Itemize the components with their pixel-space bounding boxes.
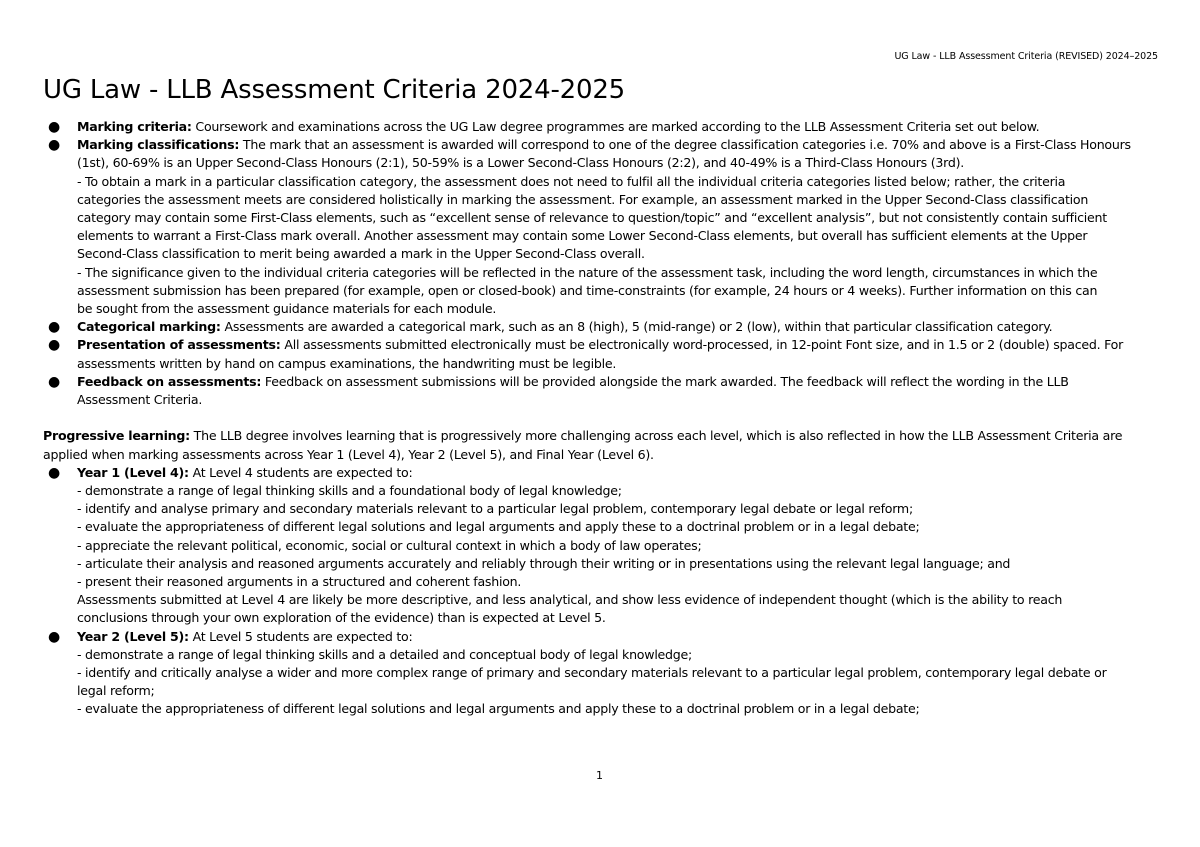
list-item bbox=[43, 628, 1163, 719]
list-item bbox=[43, 464, 1163, 628]
item-line: elements to warrant a First-Class mark overall. Another assessment may contain some Lower Second-Class elements, but overall has sufficient elements at the Upper bbox=[77, 228, 1088, 244]
item-line: be sought from the assessment guidance materials for each module. bbox=[77, 301, 497, 317]
item-first-line bbox=[77, 464, 1163, 482]
criteria-list bbox=[43, 118, 1163, 409]
item-line: Assessment Criteria. bbox=[77, 392, 203, 408]
item-text: At Level 4 students are expected to: bbox=[188, 464, 413, 480]
item-first-line bbox=[77, 336, 1163, 354]
item-first-line bbox=[77, 118, 1163, 136]
bullet-icon: ● bbox=[48, 319, 60, 336]
list-item bbox=[43, 118, 1163, 136]
item-text: Coursework and examinations across the UG Law degree programmes are marked according to the LLB Assessment Criteria set out below. bbox=[191, 119, 1040, 134]
item-line: Assessments submitted at Level 4 are likely be more descriptive, and less analytical, and show less evidence of independent thought (which is the ability to reach bbox=[77, 592, 1063, 608]
item-text: Feedback on assessment submissions will be provided alongside the mark awarded. The feedback will reflect the wording in the LLB bbox=[261, 373, 1069, 389]
item-first-line bbox=[77, 318, 1163, 336]
progressive-line-1 bbox=[43, 427, 1163, 445]
progressive-text: The LLB degree involves learning that is progressively more challenging across each level, which is also reflected in how the LLB Assessment Criteria are bbox=[189, 428, 1123, 444]
item-line: conclusions through your own exploration of the evidence) than is expected at Level 5. bbox=[77, 610, 606, 626]
item-label: Marking criteria: bbox=[77, 119, 192, 134]
levels-list bbox=[43, 464, 1163, 719]
item-line: Second-Class classification to merit being awarded a mark in the Upper Second-Class overall. bbox=[77, 246, 645, 262]
bullet-icon: ● bbox=[48, 137, 60, 154]
item-line: - identify and critically analyse a wider and more complex range of primary and secondary materials relevant to a particular legal problem, contemporary legal debate or bbox=[77, 665, 1107, 681]
item-label: Year 2 (Level 5): bbox=[77, 628, 189, 644]
item-line: - The significance given to the individual criteria categories will be reflected in the nature of the assessment task, including the word length, circumstances in which the bbox=[77, 264, 1098, 280]
item-line: - identify and analyse primary and secondary materials relevant to a particular legal problem, contemporary legal debate or legal reform; bbox=[77, 501, 913, 517]
item-line: - evaluate the appropriateness of different legal solutions and legal arguments and apply these to a doctrinal problem or in a legal debate; bbox=[77, 519, 920, 535]
item-line: - articulate their analysis and reasoned arguments accurately and reliably through their writing or in presentations using the relevant legal language; and bbox=[77, 555, 1011, 571]
item-line: - To obtain a mark in a particular classification category, the assessment does not need to fulfil all the individual criteria categories listed below; rather, the criteria bbox=[77, 173, 1066, 189]
page-title: UG Law - LLB Assessment Criteria 2024-2025 bbox=[43, 75, 626, 105]
item-line: assessments written by hand on campus examinations, the handwriting must be legible. bbox=[77, 355, 617, 371]
item-first-line bbox=[77, 373, 1163, 391]
item-line: legal reform; bbox=[77, 683, 155, 699]
item-text: At Level 5 students are expected to: bbox=[188, 628, 413, 644]
item-first-line bbox=[77, 628, 1163, 646]
list-item bbox=[43, 136, 1163, 318]
item-line: - appreciate the relevant political, economic, social or cultural context in which a body of law operates; bbox=[77, 537, 702, 553]
bullet-icon: ● bbox=[48, 464, 60, 481]
item-line: categories the assessment meets are considered holistically in marking the assessment. For example, an assessment marked in the Upper Second-Class classification bbox=[77, 191, 1089, 207]
progressive-label: Progressive learning: bbox=[43, 428, 190, 444]
progressive-line-2: applied when marking assessments across Year 1 (Level 4), Year 2 (Level 5), and Final Year (Level 6). bbox=[43, 446, 654, 462]
item-label: Year 1 (Level 4): bbox=[77, 464, 189, 480]
page-number: 1 bbox=[596, 769, 603, 782]
item-line: - present their reasoned arguments in a structured and coherent fashion. bbox=[77, 574, 522, 590]
list-item bbox=[43, 336, 1163, 372]
bullet-icon: ● bbox=[48, 373, 60, 390]
item-line: - demonstrate a range of legal thinking skills and a foundational body of legal knowledge; bbox=[77, 483, 622, 499]
progressive-learning-paragraph bbox=[43, 427, 1163, 463]
item-text: The mark that an assessment is awarded will correspond to one of the degree classification categories i.e. 70% and above is a First-Class Honours bbox=[239, 137, 1131, 153]
document-body bbox=[43, 118, 1163, 719]
item-line: - evaluate the appropriateness of different legal solutions and legal arguments and apply these to a doctrinal problem or in a legal debate; bbox=[77, 701, 920, 717]
item-text: Assessments are awarded a categorical mark, such as an 8 (high), 5 (mid-range) or 2 (low), within that particular classification category. bbox=[220, 319, 1053, 335]
item-line: - demonstrate a range of legal thinking skills and a detailed and conceptual body of legal knowledge; bbox=[77, 646, 693, 662]
list-item bbox=[43, 373, 1163, 409]
item-line: category may contain some First-Class elements, such as “excellent sense of relevance to question/topic” and “excellent analysis”, but not consistently contain sufficient bbox=[77, 210, 1107, 226]
bullet-icon: ● bbox=[48, 337, 60, 354]
item-line: assessment submission has been prepared (for example, open or closed-book) and time-constraints (for example, 24 hours or 4 weeks). Further information on this can bbox=[77, 282, 1098, 298]
bullet-icon: ● bbox=[48, 628, 60, 645]
list-item bbox=[43, 318, 1163, 336]
bullet-icon: ● bbox=[48, 119, 60, 135]
item-first-line bbox=[77, 136, 1163, 154]
item-label: Feedback on assessments: bbox=[77, 373, 262, 389]
item-label: Presentation of assessments: bbox=[77, 337, 281, 353]
item-label: Marking classifications: bbox=[77, 137, 240, 153]
running-header: UG Law - LLB Assessment Criteria (REVISED) 2024–2025 bbox=[894, 51, 1158, 62]
spacer bbox=[43, 409, 1163, 427]
item-text: All assessments submitted electronically must be electronically word-processed, in 12-point Font size, and in 1.5 or 2 (double) spaced. For bbox=[280, 337, 1124, 353]
item-line: (1st), 60-69% is an Upper Second-Class Honours (2:1), 50-59% is a Lower Second-Class Honours (2:2), and 40-49% is a Third-Class Honours (3rd). bbox=[77, 155, 965, 171]
item-label: Categorical marking: bbox=[77, 319, 221, 335]
